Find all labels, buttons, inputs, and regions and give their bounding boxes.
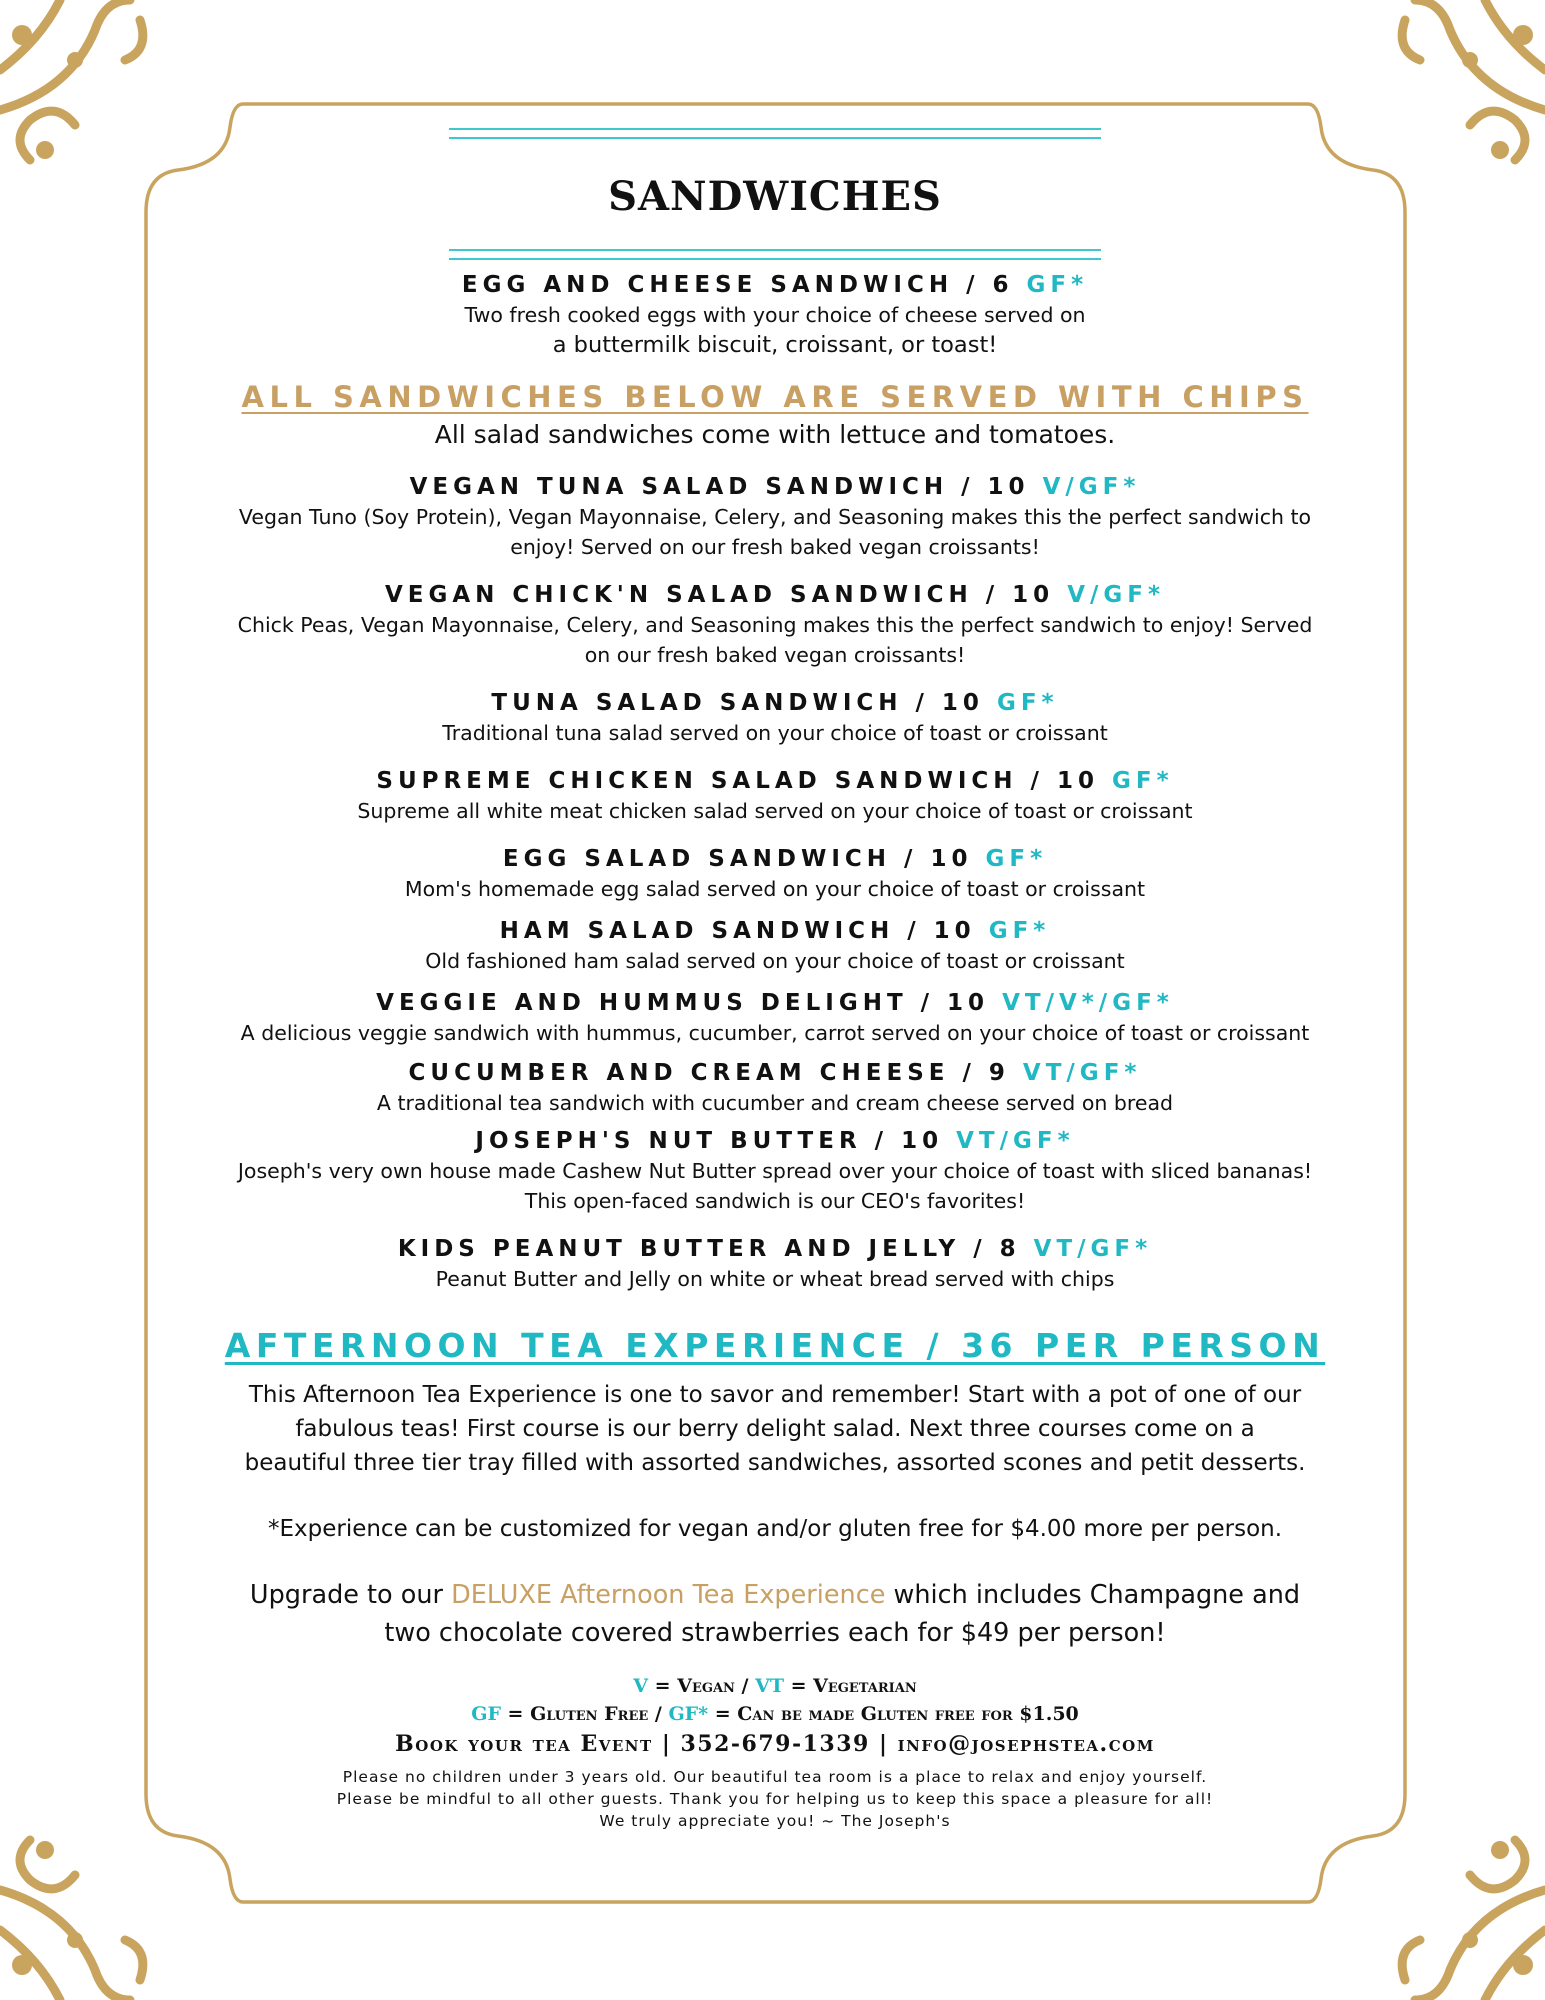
item-description: This open-faced sandwich is our CEO's favorites! [524, 1189, 1026, 1213]
diet-legend [150, 1672, 1400, 1728]
diet-tag: GF* [996, 690, 1059, 716]
diet-tag: GF* [985, 846, 1048, 872]
item-name: EGG SALAD SANDWICH / 10 [502, 846, 973, 872]
item-name: VEGAN CHICK'N SALAD SANDWICH / 10 [384, 582, 1055, 608]
legend-key: GF [471, 1703, 501, 1725]
item-heading [150, 1126, 1400, 1156]
menu-item [150, 580, 1400, 670]
afternoon-tea-description [180, 1378, 1370, 1480]
legend-text: = Can be made Gluten free for $1.50 [708, 1703, 1079, 1725]
upgrade-note [170, 1576, 1380, 1652]
legend-key: GF* [668, 1703, 709, 1725]
menu-item [150, 1126, 1400, 1216]
item-heading [150, 916, 1400, 946]
legend-line [150, 1700, 1400, 1728]
upgrade-line [170, 1576, 1380, 1614]
fine-print-line: Please no children under 3 years old. Our beautiful tea room is a place to relax and enjoy yourself. [342, 1768, 1208, 1786]
item-heading [150, 580, 1400, 610]
item-description: Joseph's very own house made Cashew Nut Butter spread over your choice of toast with sliced bananas! [237, 1159, 1313, 1183]
tea-body-line: beautiful three tier tray filled with assorted sandwiches, assorted scones and petit desserts. [244, 1450, 1306, 1476]
customization-note: *Experience can be customized for vegan and/or gluten free for $4.00 more per person. [267, 1516, 1283, 1542]
item-heading [150, 844, 1400, 874]
item-heading [150, 766, 1400, 796]
menu-item [150, 988, 1400, 1048]
diet-tag: V/GF* [1042, 474, 1141, 500]
legend-text: = Vegan / [648, 1675, 756, 1697]
fine-print-line: Please be mindful to all other guests. Thank you for helping us to keep this space a pleasure for all! [336, 1790, 1214, 1808]
diet-tag: GF* [1026, 272, 1089, 298]
diet-tag: GF* [1111, 768, 1174, 794]
title-divider [449, 249, 1101, 260]
upgrade-text: which includes Champagne and [885, 1580, 1301, 1610]
diet-tag: VT/GF* [956, 1128, 1075, 1154]
item-name: VEGAN TUNA SALAD SANDWICH / 10 [409, 474, 1030, 500]
menu-item [150, 1234, 1400, 1294]
item-heading [150, 1234, 1400, 1264]
menu-item [150, 1058, 1400, 1118]
item-name: KIDS PEANUT BUTTER AND JELLY / 8 [397, 1236, 1021, 1262]
item-name: EGG AND CHEESE SANDWICH / 6 [461, 272, 1014, 298]
fine-print-line: We truly appreciate you! ~ The Joseph's [599, 1812, 951, 1830]
menu-item [150, 916, 1400, 976]
tea-body-line: fabulous teas! First course is our berry delight salad. Next three courses come on a [295, 1416, 1255, 1442]
menu-item [150, 688, 1400, 748]
item-heading [150, 1058, 1400, 1088]
menu-item [150, 766, 1400, 826]
salad-note: All salad sandwiches come with lettuce and tomatoes. [434, 420, 1116, 449]
item-name: JOSEPH'S NUT BUTTER / 10 [475, 1128, 944, 1154]
menu-item-egg-and-cheese [150, 270, 1400, 360]
item-description: Chick Peas, Vegan Mayonnaise, Celery, and Seasoning makes this the perfect sandwich to enjoy! Served [237, 613, 1313, 637]
item-heading [150, 472, 1400, 502]
item-description: Supreme all white meat chicken salad served on your choice of toast or croissant [357, 799, 1193, 823]
diet-tag: VT/V*/GF* [1002, 990, 1174, 1016]
deluxe-highlight: DELUXE Afternoon Tea Experience [451, 1580, 886, 1610]
upgrade-text: Upgrade to our [249, 1580, 452, 1610]
booking-contact[interactable]: Book your tea Event | 352-679-1339 | info@josephstea.com [395, 1731, 1155, 1757]
item-heading [150, 270, 1400, 300]
page-title: SANDWICHES [608, 173, 942, 220]
legend-line [150, 1672, 1400, 1700]
diet-tag: VT/GF* [1033, 1236, 1153, 1262]
diet-tag: V/GF* [1067, 582, 1166, 608]
item-description: on our fresh baked vegan croissants! [584, 643, 966, 667]
diet-tag: GF* [988, 918, 1051, 944]
fine-print [150, 1766, 1400, 1832]
item-heading [150, 988, 1400, 1018]
served-with-chips-heading: ALL SANDWICHES BELOW ARE SERVED WITH CHIPS [241, 380, 1309, 414]
item-heading [150, 688, 1400, 718]
item-name: VEGGIE AND HUMMUS DELIGHT / 10 [376, 990, 990, 1016]
item-description: Old fashioned ham salad served on your choice of toast or croissant [425, 949, 1125, 973]
item-name: CUCUMBER AND CREAM CHEESE / 9 [408, 1060, 1010, 1086]
afternoon-tea-heading: AFTERNOON TEA EXPERIENCE / 36 PER PERSON [224, 1326, 1326, 1365]
item-description: Traditional tuna salad served on your choice of toast or croissant [442, 721, 1108, 745]
menu-item [150, 472, 1400, 562]
tea-body-line: This Afternoon Tea Experience is one to savor and remember! Start with a pot of one of our [248, 1382, 1302, 1408]
menu-item [150, 844, 1400, 904]
item-description: Peanut Butter and Jelly on white or wheat bread served with chips [435, 1267, 1115, 1291]
item-description: A delicious veggie sandwich with hummus, cucumber, carrot served on your choice of toast or croissant [240, 1021, 1310, 1045]
item-description: Mom's homemade egg salad served on your choice of toast or croissant [404, 877, 1146, 901]
legend-key: V [633, 1675, 649, 1697]
legend-text: = Vegetarian [783, 1675, 917, 1697]
diet-tag: VT/GF* [1022, 1060, 1142, 1086]
legend-key: VT [755, 1675, 784, 1697]
top-divider [449, 128, 1101, 139]
item-name: SUPREME CHICKEN SALAD SANDWICH / 10 [376, 768, 1099, 794]
item-description: Two fresh cooked eggs with your choice of cheese served on [464, 303, 1086, 327]
menu-content [150, 128, 1400, 1832]
item-description: A traditional tea sandwich with cucumber and cream cheese served on bread [376, 1091, 1174, 1115]
item-name: TUNA SALAD SANDWICH / 10 [491, 690, 984, 716]
item-description: a buttermilk biscuit, croissant, or toast! [552, 332, 998, 358]
legend-text: = Gluten Free / [500, 1703, 669, 1725]
item-name: HAM SALAD SANDWICH / 10 [499, 918, 976, 944]
item-description: Vegan Tuno (Soy Protein), Vegan Mayonnaise, Celery, and Seasoning makes this the perfect sandwich to [238, 505, 1312, 529]
item-description: enjoy! Served on our fresh baked vegan croissants! [510, 535, 1040, 559]
upgrade-line: two chocolate covered strawberries each for $49 per person! [384, 1618, 1166, 1648]
